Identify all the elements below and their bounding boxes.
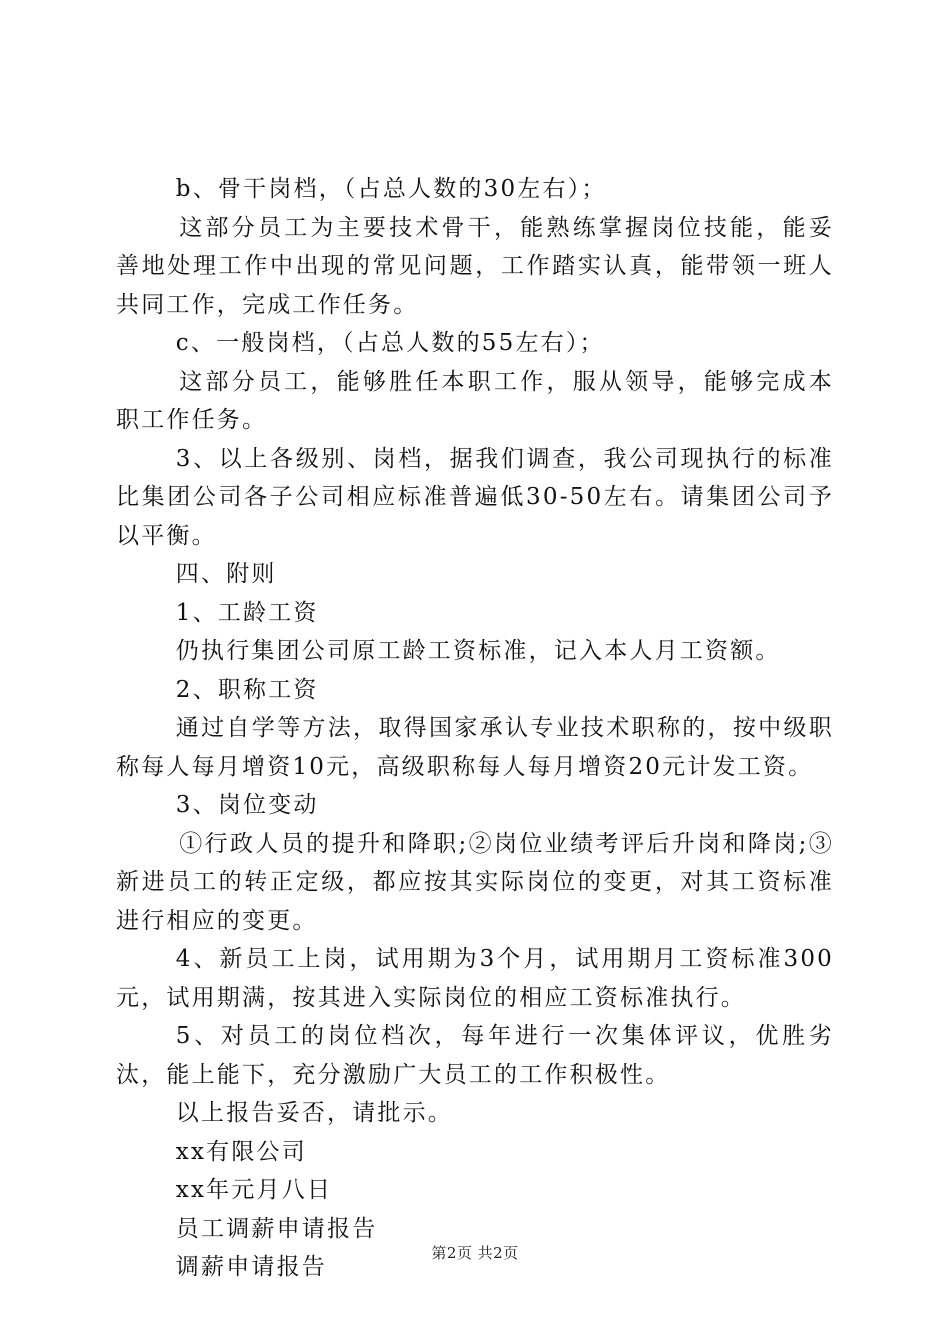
paragraph-backbone-desc: 这部分员工为主要技术骨干，能熟练掌握岗位技能，能妥善地处理工作中出现的常见问题，工作踏实认真，能带领一班人共同工作，完成工作任务。 [116,214,834,318]
related-title-2: 调薪申请报告 [175,1254,327,1280]
signature-date: xx年元月八日 [175,1177,333,1203]
signature-company: xx有限公司 [175,1138,307,1165]
paragraph-position-change: ①行政人员的提升和降职;②岗位业绩考评后升岗和降岗;③新进员工的转正定级，都应按其实际岗位的变更，对其工资标准进行相应的变更。 [116,830,834,934]
paragraph-general-desc: 这部分员工，能够胜任本职工作，服从领导，能够完成本职工作任务。 [116,368,834,433]
paragraph-seniority-pay: 仍执行集团公司原工龄工资标准，记入本人月工资额。 [175,638,781,664]
paragraph-probation: 4、新员工上岗，试用期为3个月，试用期月工资标准300元，试用期满，按其进入实际岗位的相应工资标准执行。 [116,946,834,1011]
paragraph-backbone-tier: b、骨干岗档，（占总人数的30左右）； [175,176,607,202]
related-title-1: 员工调薪申请报告 [175,1215,378,1242]
subheading-seniority-pay: 1、工龄工资 [175,599,319,626]
document-body [116,170,834,1287]
subheading-title-pay: 2、职称工资 [175,676,319,703]
paragraph-closing: 以上报告妥否，请批示。 [175,1100,453,1126]
section-heading-appendix: 四、附则 [175,561,277,587]
page-footer: 第2页 共2页 [431,1244,519,1262]
paragraph-title-pay: 通过自学等方法，取得国家承认专业技术职称的，按中级职称每人每月增资10元，高级职称每人每月增资20元计发工资。 [116,715,834,780]
paragraph-annual-review: 5、对员工的岗位档次，每年进行一次集体评议，优胜劣汰，能上能下，充分激励广大员工的工作积极性。 [116,1023,834,1088]
paragraph-general-tier: c、一般岗档，（占总人数的55左右）； [175,330,605,356]
paragraph-standard-comparison: 3、以上各级别、岗档，据我们调查，我公司现执行的标准比集团公司各子公司相应标准普遍低30-50左右。请集团公司予以平衡。 [116,445,834,549]
subheading-position-change: 3、岗位变动 [175,792,319,818]
